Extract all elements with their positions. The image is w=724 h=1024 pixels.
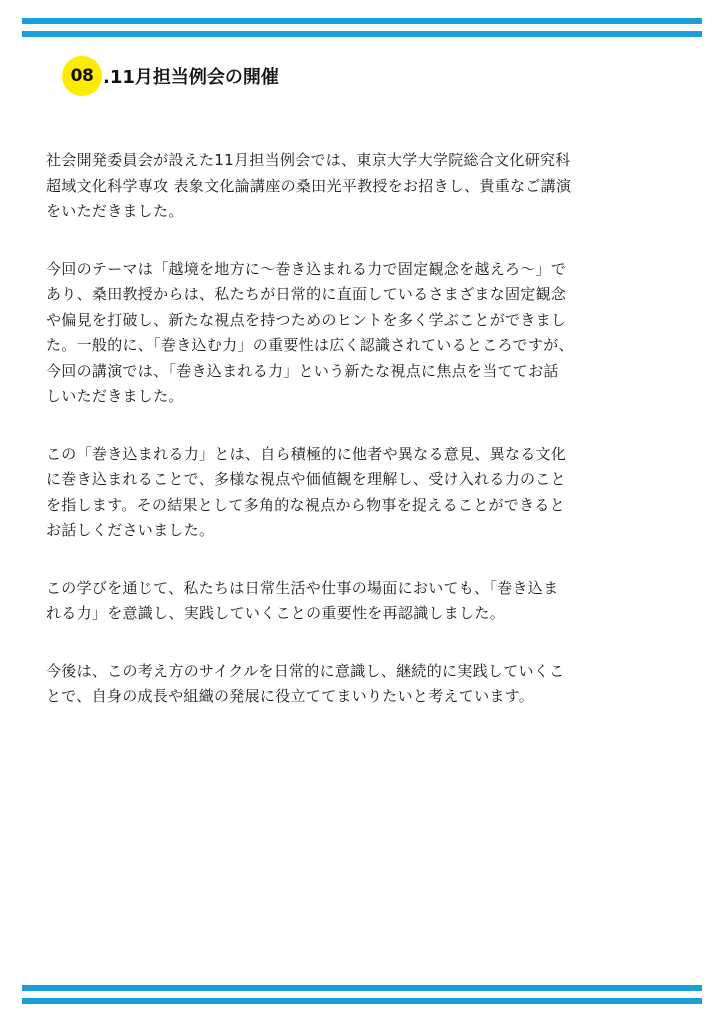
paragraph-5 <box>46 659 676 710</box>
paragraph-line: お話しくださいました。 <box>46 521 215 539</box>
body-text <box>46 148 676 742</box>
section-heading <box>62 56 279 96</box>
paragraph-3 <box>46 442 676 544</box>
top-rule-lower <box>22 31 702 37</box>
paragraph-1 <box>46 148 676 225</box>
paragraph-line: あり、桑田教授からは、私たちが日常的に直面しているさまざまな固定観念 <box>46 285 567 303</box>
paragraph-line: 超域文化科学専攻 表象文化論講座の桑田光平教授をお招きし、貴重なご講演 <box>46 176 572 195</box>
paragraph-line: 今回のテーマは「越境を地方に〜巻き込まれる力で固定観念を越えろ〜」で <box>46 259 567 278</box>
paragraph-2 <box>46 257 676 410</box>
paragraph-line: や偏見を打破し、新たな視点を持つためのヒントを多く学ぶことができまし <box>46 310 567 329</box>
paragraph-line: 今後は、この考え方のサイクルを日常的に意識し、継続的に実践していくこ <box>46 661 565 680</box>
paragraph-line: 今回の講演では、「巻き込まれる力」という新たな視点に焦点を当ててお話 <box>46 361 559 380</box>
paragraph-line: を指します。その結果として多角的な視点から物事を捉えることができると <box>46 495 566 514</box>
paragraph-line: れる力」を意識し、実践していくことの重要性を再認識しました。 <box>46 604 506 622</box>
section-title: .11月担当例会の開催 <box>103 67 279 88</box>
section-number-badge: 08 <box>62 56 102 96</box>
paragraph-line: とで、自身の成長や組織の発展に役立ててまいりたいと考えています。 <box>46 687 535 705</box>
paragraph-line: この学びを通じて、私たちは日常生活や仕事の場面においても、「巻き込ま <box>46 578 559 597</box>
paragraph-line: に巻き込まれることで、多様な視点や価値観を理解し、受け入れる力のこと <box>46 470 566 488</box>
paragraph-line: この「巻き込まれる力」とは、自ら積極的に他者や異なる意見、異なる文化 <box>46 444 567 463</box>
paragraph-line: をいただきました。 <box>46 202 184 220</box>
paragraph-line: しいただきました。 <box>46 387 184 405</box>
paragraph-line: 社会開発委員会が設えた11月担当例会では、東京大学大学院総合文化研究科 <box>46 151 571 169</box>
paragraph-4 <box>46 576 676 627</box>
bottom-rule-upper <box>22 985 702 991</box>
bottom-rule-lower <box>22 998 702 1004</box>
paragraph-line: た。一般的に、「巻き込む力」の重要性は広く認識されているところですが、 <box>46 336 574 354</box>
top-rule-upper <box>22 18 702 24</box>
